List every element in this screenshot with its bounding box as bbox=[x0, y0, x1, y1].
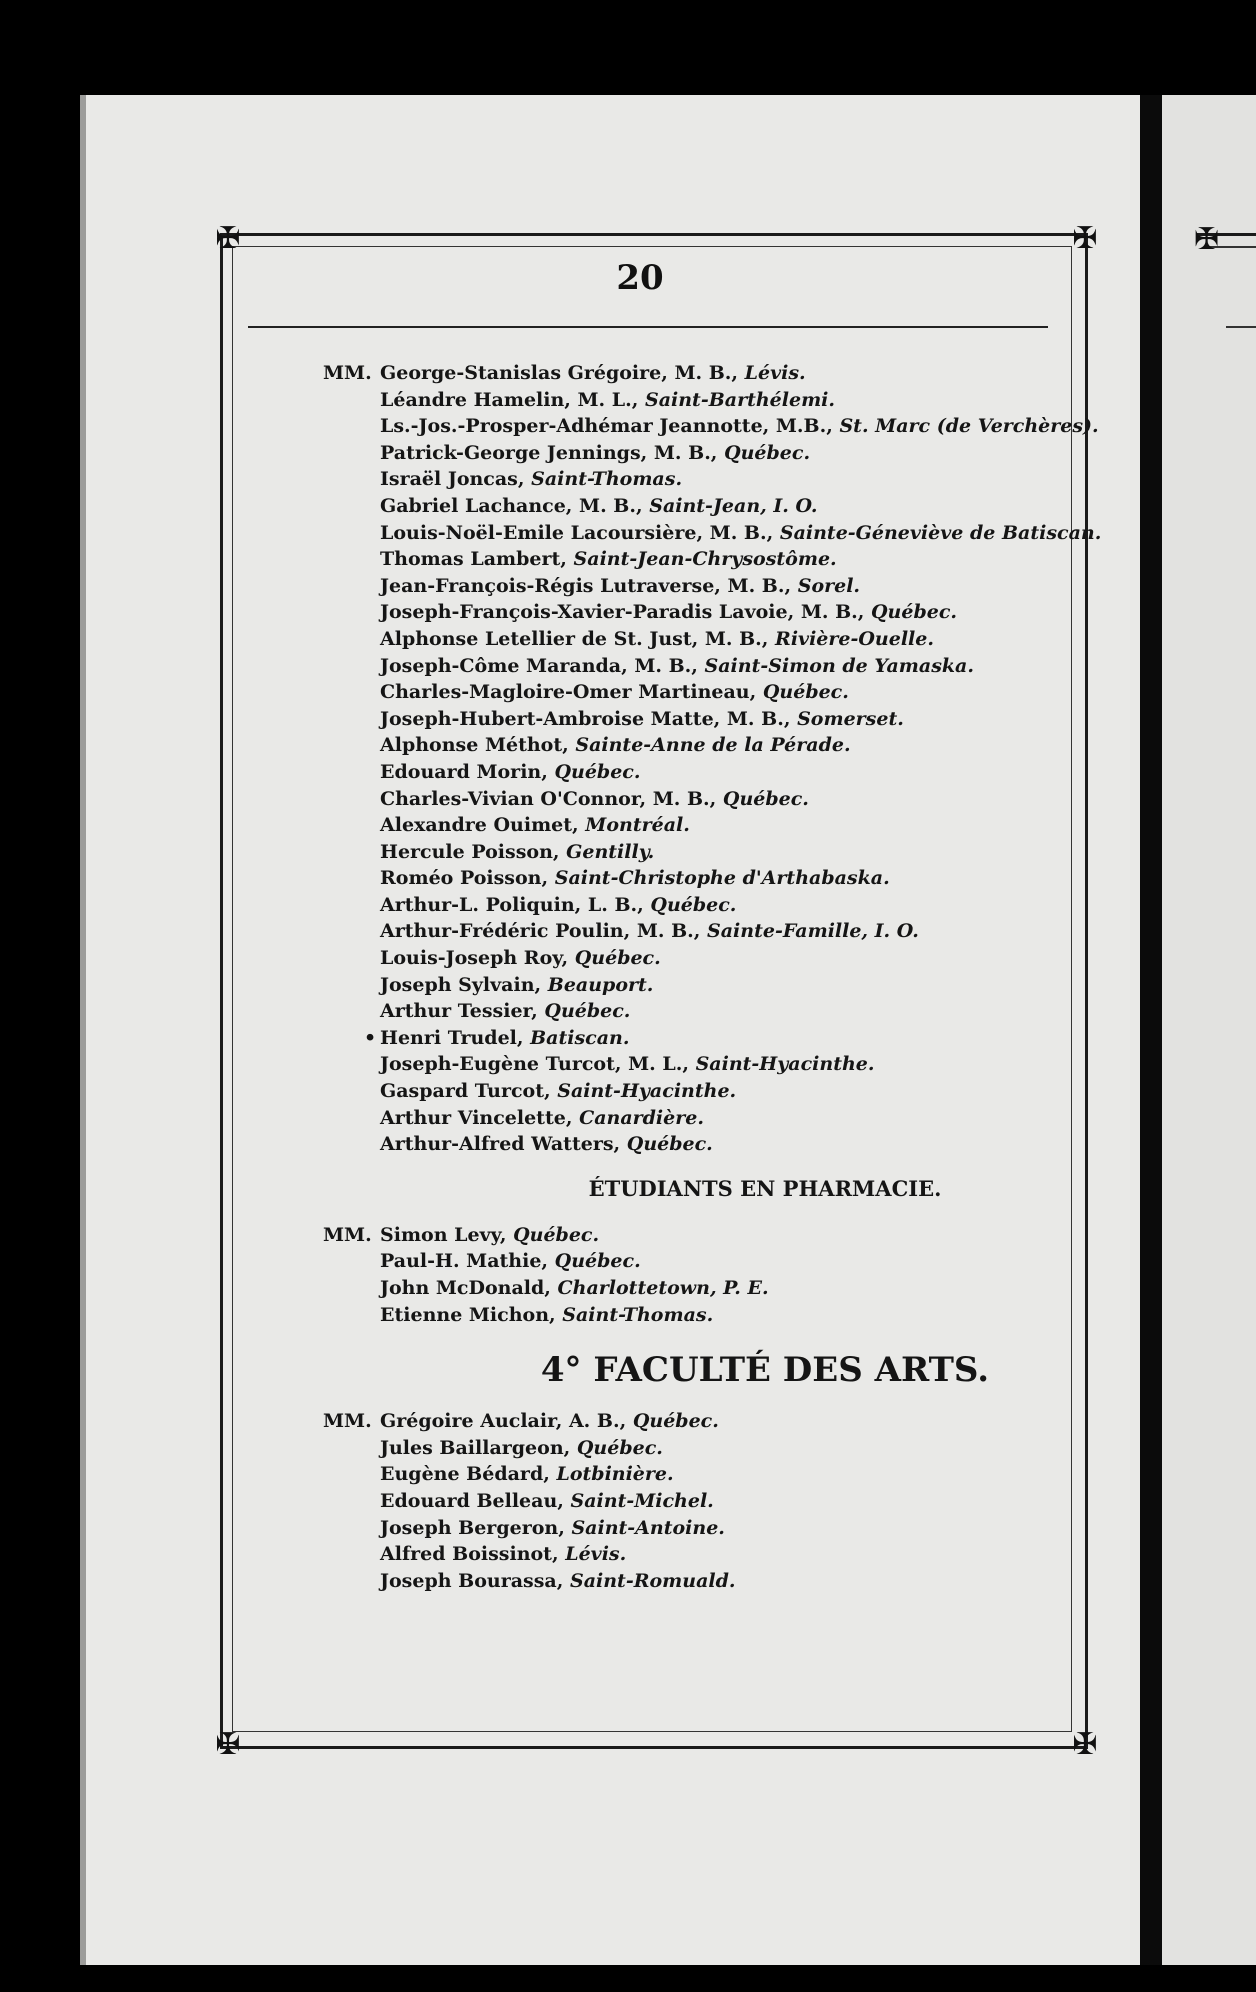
student-entry bbox=[380, 1275, 769, 1302]
student-place: Québec. bbox=[554, 1250, 641, 1273]
header-rule bbox=[248, 326, 1048, 328]
student-entry bbox=[380, 466, 682, 493]
student-place: Saint-Romuald. bbox=[569, 1569, 736, 1592]
student-name: Alphonse Letellier de St. Just, M. B., bbox=[380, 627, 769, 650]
student-place: Sainte-Famille, I. O. bbox=[707, 920, 919, 943]
student-name: Jean-François-Régis Lutraverse, M. B., bbox=[380, 574, 792, 597]
student-place: Sorel. bbox=[797, 574, 861, 597]
corner-ornament-icon: ✠ bbox=[1072, 1727, 1098, 1762]
arts-heading: 4° FACULTÉ DES ARTS. bbox=[540, 1350, 990, 1391]
student-place: Québec. bbox=[722, 787, 809, 810]
student-place: Saint-Thomas. bbox=[562, 1303, 714, 1326]
student-place: Saint-Michel. bbox=[570, 1489, 714, 1512]
student-name: Alphonse Méthot, bbox=[380, 734, 569, 757]
student-entry bbox=[380, 1302, 713, 1329]
page-gutter bbox=[1140, 95, 1162, 1965]
list-item bbox=[240, 1515, 1090, 1542]
list-item bbox=[240, 918, 1090, 945]
student-name: Henri Trudel, bbox=[380, 1026, 524, 1049]
honorific-prefix: MM. bbox=[323, 1223, 372, 1246]
student-entry bbox=[380, 1515, 725, 1542]
student-entry bbox=[380, 1541, 626, 1568]
student-place: Sainte-Géneviève de Batiscan. bbox=[779, 521, 1102, 544]
pharmacy-list bbox=[240, 1222, 1090, 1328]
student-entry bbox=[380, 839, 654, 866]
student-entry bbox=[380, 679, 849, 706]
honorific-prefix: MM. bbox=[323, 1410, 372, 1433]
student-entry bbox=[380, 653, 974, 680]
list-item bbox=[240, 1302, 1090, 1329]
student-entry bbox=[380, 1568, 736, 1595]
student-name: Joseph-Côme Maranda, M. B., bbox=[380, 654, 698, 677]
student-entry bbox=[380, 892, 736, 919]
list-item bbox=[240, 387, 1090, 414]
student-place: Lévis. bbox=[744, 362, 806, 384]
student-name: Paul-H. Mathie, bbox=[380, 1250, 549, 1273]
list-item bbox=[240, 1078, 1090, 1105]
student-name: Thomas Lambert, bbox=[380, 548, 567, 571]
student-entry bbox=[380, 520, 1101, 547]
entries bbox=[240, 360, 1102, 1594]
list-item bbox=[240, 865, 1090, 892]
list-item bbox=[240, 1248, 1090, 1275]
student-place: Saint-Antoine. bbox=[571, 1516, 725, 1539]
arts-heading-row bbox=[240, 1328, 1090, 1408]
list-item bbox=[240, 626, 1090, 653]
student-place: Rivière-Ouelle. bbox=[775, 627, 934, 650]
student-name: Charles-Vivian O'Connor, M. B., bbox=[380, 787, 717, 810]
student-name: Hercule Poisson, bbox=[380, 840, 560, 863]
list-item bbox=[240, 520, 1102, 547]
student-name: Alexandre Ouimet, bbox=[380, 814, 579, 837]
student-name: Grégoire Auclair, A. B., bbox=[380, 1410, 627, 1433]
list-item bbox=[240, 998, 1090, 1025]
list-item bbox=[240, 759, 1090, 786]
student-name: John McDonald, bbox=[380, 1277, 551, 1299]
list-item bbox=[240, 1435, 1090, 1462]
student-name: Joseph Bourassa, bbox=[380, 1569, 564, 1592]
page-edge bbox=[80, 95, 86, 1965]
student-entry bbox=[380, 1408, 719, 1435]
student-place: Saint-Christophe d'Arthabaska. bbox=[554, 867, 890, 890]
student-place: Québec. bbox=[724, 441, 811, 464]
list-item bbox=[240, 1408, 1090, 1435]
list-item bbox=[240, 679, 1090, 706]
student-entry bbox=[380, 1461, 674, 1488]
student-entry bbox=[380, 1488, 714, 1515]
student-entry bbox=[380, 759, 640, 786]
student-entry bbox=[380, 360, 806, 387]
student-name: Louis-Joseph Roy, bbox=[380, 947, 569, 970]
student-entry bbox=[380, 865, 890, 892]
student-name: Joseph Sylvain, bbox=[380, 973, 542, 996]
student-place: St. Marc (de Verchères). bbox=[839, 415, 1099, 438]
student-name: Léandre Hamelin, M. L., bbox=[380, 388, 639, 411]
student-name: Arthur-Alfred Watters, bbox=[380, 1133, 621, 1156]
list-item bbox=[240, 892, 1090, 919]
next-page-ornament-icon: ✠ bbox=[1194, 222, 1220, 257]
student-entry bbox=[380, 1131, 713, 1158]
list-item bbox=[240, 812, 1090, 839]
list-item bbox=[240, 493, 1090, 520]
student-entry bbox=[380, 413, 1099, 440]
student-place: Québec. bbox=[544, 1000, 631, 1023]
student-name: Joseph-Hubert-Ambroise Matte, M. B., bbox=[380, 707, 791, 730]
next-page-edge bbox=[1162, 95, 1256, 1965]
student-name: Edouard Belleau, bbox=[380, 1489, 564, 1512]
list-item bbox=[240, 839, 1090, 866]
student-entry bbox=[380, 706, 904, 733]
student-name: Israël Joncas, bbox=[380, 468, 525, 491]
student-place: Québec. bbox=[871, 601, 958, 624]
student-place: Somerset. bbox=[797, 707, 904, 730]
list-item bbox=[240, 546, 1090, 573]
student-entry bbox=[380, 812, 690, 839]
student-entry bbox=[380, 732, 851, 759]
student-name: Edouard Morin, bbox=[380, 760, 548, 783]
student-place: Québec. bbox=[576, 1436, 663, 1459]
student-name: Joseph Bergeron, bbox=[380, 1516, 565, 1539]
list-item bbox=[240, 599, 1090, 626]
student-entry bbox=[380, 1105, 704, 1132]
student-place: Canardière. bbox=[579, 1106, 704, 1129]
list-item bbox=[240, 413, 1099, 440]
student-name: Simon Levy, bbox=[380, 1223, 507, 1246]
student-place: Québec. bbox=[554, 760, 641, 783]
student-entry bbox=[380, 1025, 629, 1052]
list-item bbox=[240, 1105, 1090, 1132]
list-item bbox=[240, 706, 1090, 733]
student-place: Saint-Barthélemi. bbox=[644, 388, 836, 411]
student-entry bbox=[380, 387, 835, 414]
student-name: Roméo Poisson, bbox=[380, 867, 549, 890]
medicine-list bbox=[240, 360, 1102, 1158]
student-name: Louis-Noël-Emile Lacoursière, M. B., bbox=[380, 521, 774, 544]
list-item bbox=[240, 1131, 1090, 1158]
student-place: Québec. bbox=[626, 1133, 713, 1156]
honorific-prefix: MM. bbox=[323, 362, 372, 384]
student-entry bbox=[380, 1248, 641, 1275]
student-entry bbox=[380, 1078, 736, 1105]
student-entry bbox=[380, 786, 809, 813]
student-place: Saint-Simon de Yamaska. bbox=[704, 654, 974, 677]
student-place: Québec. bbox=[513, 1223, 600, 1246]
student-place: Charlottetown, P. E. bbox=[557, 1277, 769, 1299]
student-place: Saint-Jean-Chrysostôme. bbox=[573, 548, 837, 571]
list-item bbox=[240, 573, 1090, 600]
student-place: Beauport. bbox=[547, 973, 654, 996]
student-place: Saint-Thomas. bbox=[531, 468, 683, 491]
list-item bbox=[240, 1568, 1090, 1595]
pharmacy-heading-row bbox=[240, 1158, 1090, 1222]
list-item bbox=[240, 466, 1090, 493]
student-entry bbox=[380, 918, 919, 945]
student-place: Lotbinière. bbox=[556, 1463, 674, 1486]
student-place: Québec. bbox=[762, 681, 849, 704]
student-name: Arthur-L. Poliquin, L. B., bbox=[380, 893, 644, 916]
corner-ornament-icon: ✠ bbox=[215, 221, 241, 256]
student-entry bbox=[380, 972, 653, 999]
student-name: Patrick-George Jennings, M. B., bbox=[380, 441, 718, 464]
student-entry bbox=[380, 1051, 875, 1078]
student-place: Québec. bbox=[650, 893, 737, 916]
corner-ornament-icon: ✠ bbox=[215, 1727, 241, 1762]
student-name: Alfred Boissinot, bbox=[380, 1543, 559, 1566]
corner-ornament-icon: ✠ bbox=[1072, 221, 1098, 256]
list-item bbox=[240, 732, 1090, 759]
student-place: Batiscan. bbox=[530, 1026, 630, 1049]
student-place: Saint-Hyacinthe. bbox=[695, 1053, 875, 1076]
student-place: Québec. bbox=[632, 1410, 719, 1433]
page-number: 20 bbox=[616, 258, 664, 298]
student-entry bbox=[380, 440, 810, 467]
student-name: Jules Baillargeon, bbox=[380, 1436, 571, 1459]
student-name: Joseph-François-Xavier-Paradis Lavoie, M. B., bbox=[380, 601, 865, 624]
student-place: Québec. bbox=[574, 947, 661, 970]
student-entry bbox=[380, 1222, 599, 1249]
student-name: Gaspard Turcot, bbox=[380, 1080, 551, 1103]
list-item bbox=[240, 440, 1090, 467]
student-place: Sainte-Anne de la Pérade. bbox=[575, 734, 851, 757]
pharmacy-heading: ÉTUDIANTS EN PHARMACIE. bbox=[588, 1175, 942, 1201]
student-entry bbox=[380, 626, 934, 653]
list-item bbox=[240, 653, 1090, 680]
student-name: Gabriel Lachance, M. B., bbox=[380, 494, 643, 517]
student-name: Charles-Magloire-Omer Martineau, bbox=[380, 681, 757, 704]
student-entry bbox=[380, 493, 818, 520]
list-item bbox=[240, 786, 1090, 813]
student-place: Saint-Hyacinthe. bbox=[557, 1080, 737, 1103]
student-entry bbox=[380, 998, 630, 1025]
list-item bbox=[240, 1488, 1090, 1515]
list-item bbox=[240, 1461, 1090, 1488]
student-name: Ls.-Jos.-Prosper-Adhémar Jeannotte, M.B., bbox=[380, 415, 833, 438]
list-item bbox=[240, 972, 1090, 999]
student-name: Arthur Vincelette, bbox=[380, 1106, 573, 1129]
list-item bbox=[240, 360, 1090, 387]
list-item bbox=[240, 1025, 1090, 1052]
bullet-mark: • bbox=[364, 1026, 377, 1049]
student-place: Lévis. bbox=[565, 1543, 627, 1566]
student-entry bbox=[380, 1435, 663, 1462]
student-name: Etienne Michon, bbox=[380, 1303, 556, 1326]
student-entry bbox=[380, 573, 860, 600]
student-entry bbox=[380, 599, 957, 626]
student-name: Arthur-Frédéric Poulin, M. B., bbox=[380, 920, 701, 943]
arts-list bbox=[240, 1408, 1090, 1594]
list-item bbox=[240, 945, 1090, 972]
student-name: Eugène Bédard, bbox=[380, 1463, 550, 1486]
student-name: George-Stanislas Grégoire, M. B., bbox=[380, 362, 739, 384]
next-page-rule bbox=[1226, 326, 1256, 328]
student-entry bbox=[380, 945, 661, 972]
student-entry bbox=[380, 546, 837, 573]
student-name: Joseph-Eugène Turcot, M. L., bbox=[380, 1053, 689, 1076]
student-place: Saint-Jean, I. O. bbox=[649, 494, 818, 517]
list-item bbox=[240, 1051, 1090, 1078]
list-item bbox=[240, 1541, 1090, 1568]
list-item bbox=[240, 1222, 1090, 1249]
student-place: Montréal. bbox=[585, 814, 690, 837]
student-name: Arthur Tessier, bbox=[380, 1000, 538, 1023]
list-item bbox=[240, 1275, 1090, 1302]
student-place: Gentilly. bbox=[566, 840, 655, 863]
